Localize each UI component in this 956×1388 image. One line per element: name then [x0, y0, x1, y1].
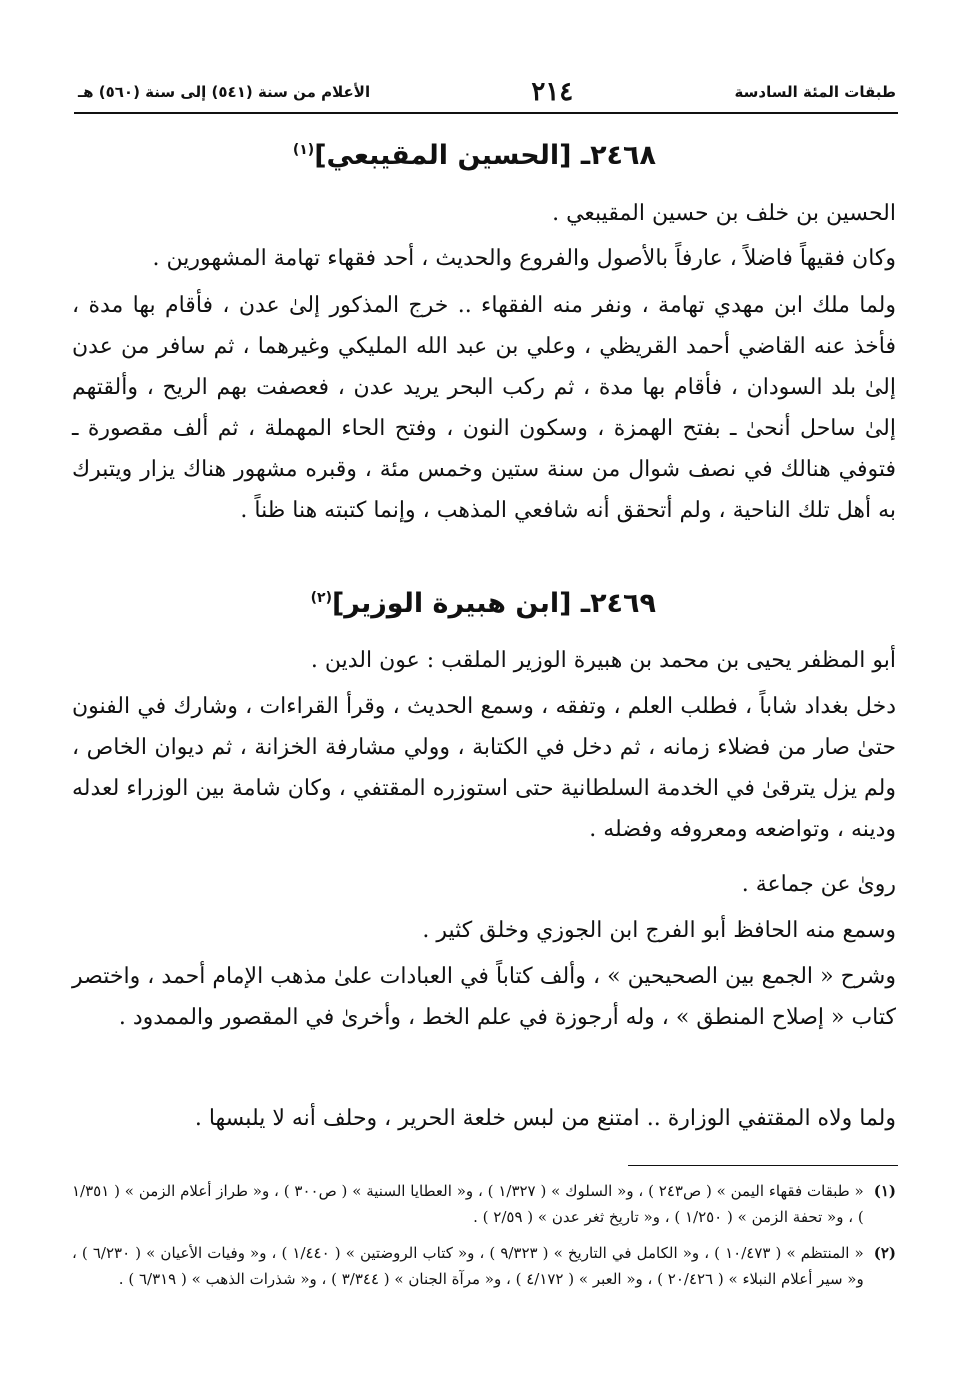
footnote-ref: (١): [292, 142, 315, 158]
running-header: [78, 72, 896, 112]
entry-title: [293, 140, 656, 171]
footnote-text: « المنتظم » ( ١٠/٤٧٣ ) ، و« الكامل في التاريخ » ( ٩/٣٢٣ ) ، و« كتاب الروضتين » ( ١/٤٤٠ ) ، و« وفيات الأعيان » ( ٦/٢٣٠ ) ، و« سير أعلام النبلاء » ( ٢٠/٤٢٦ ) ، و« العبر » ( ٤/١٧٢ ) ، و« مرآة الجنان » ( ٣/٣٤٤ ) ، و« شذرات الذهب » ( ٦/٣١٩ ) .: [72, 1244, 864, 1288]
page-number: ٢١٤: [531, 77, 574, 107]
footnote: [72, 1178, 896, 1230]
paragraph: وشرح « الجمع بين الصحيحين » ، وألف كتاباً في العبادات علىٰ مذهب الإمام أحمد ، واختصر كتاب « إصلاح المنطق » ، وله أرجوزة في علم الخط ، وأخرىٰ في المقصور والممدود .: [72, 964, 896, 1030]
header-rule: [74, 112, 898, 114]
paragraph: ولما ملك ابن مهدي تهامة ، ونفر منه الفقهاء .. خرج المذكور إلىٰ عدن ، فأقام بها مدة ، فأخذ عنه القاضي أحمد القريظي ، وعلي بن عبد الله المليكي وغيرهما ، ثم سافر من عدن إلىٰ بلد السودان ، فأقام بها مدة ، ثم ركب البحر يريد عدن ، فعصفت بهم الريح ، وألقتهم إلىٰ ساحل أنحىٰ ـ بفتح الهمزة ، وسكون النون ، وفتح الحاء المهملة ، ثم ألف مقصورة ـ فتوفي هنالك في نصف شوال من سنة ستين وخمس مئة ، وقبره مشهور هناك يزار ويتبرك به أهل تلك الناحية ، ولم أتحقق أنه شافعي المذهب ، وإنما كتبته هنا ظناً .: [72, 293, 896, 523]
footnote-ref: (٢): [310, 590, 332, 606]
entry-title: [311, 588, 656, 619]
paragraph: وسمع منه الحافظ أبو الفرج ابن الجوزي وخلق كثير .: [422, 918, 896, 943]
entry-title-text: ٢٤٦٩ـ [ابن هبيرة الوزير]: [331, 588, 656, 619]
footnote: [72, 1240, 896, 1292]
paragraph: دخل بغداد شاباً ، فطلب العلم ، وتفقه ، وسمع الحديث ، وقرأ القراءات ، وشارك في الفنون حتىٰ صار من فضلاء زمانه ، ثم دخل في الكتابة ، وولي مشارفة الخزانة ، ثم ديوان الخاص ، ولم يزل يترقىٰ في الخدمة السلطانية حتى استوزره المقتفي ، وكان شامة بين الوزراء لعدله ودينه ، وتواضعه ومعروفه وفضله .: [72, 694, 896, 842]
footnote-number: (٢): [873, 1244, 896, 1262]
footnote-number: (١): [873, 1182, 896, 1200]
footnote-rule: [628, 1165, 898, 1166]
range-title: الأعلام من سنة (٥٤١) إلى سنة (٥٦٠) هـ: [78, 83, 371, 101]
footnote-text: « طبقات فقهاء اليمن » ( ص٢٤٣ ) ، و« السلوك » ( ١/٣٢٧ ) ، و« العطايا السنية » ( ص٣٠٠ ) ، و« طراز أعلام الزمن » ( ١/٣٥١ ) ، و« تحفة الزمن » ( ١/٢٥٠ ) ، و« تاريخ ثغر عدن » ( ٢/٥٩ ) .: [72, 1182, 864, 1226]
paragraph: الحسين بن خلف بن حسين المقيبعي .: [552, 201, 896, 226]
paragraph: أبو المظفر يحيى بن محمد بن هبيرة الوزير الملقب : عون الدين .: [310, 648, 896, 673]
paragraph: ولما ولاه المقتفي الوزارة .. امتنع من لبس خلعة الحرير ، وحلف أنه لا يلبسها .: [194, 1106, 896, 1131]
paragraph: وكان فقيهاً فاضلاً ، عارفاً بالأصول والفروع والحديث ، أحد فقهاء تهامة المشهورين .: [152, 246, 896, 271]
book-title: طبقات المئة السادسة: [734, 83, 896, 101]
entry-title-text: ٢٤٦٨ـ [الحسين المقيبعي]: [314, 140, 656, 171]
paragraph: روىٰ عن جماعة .: [741, 872, 896, 897]
